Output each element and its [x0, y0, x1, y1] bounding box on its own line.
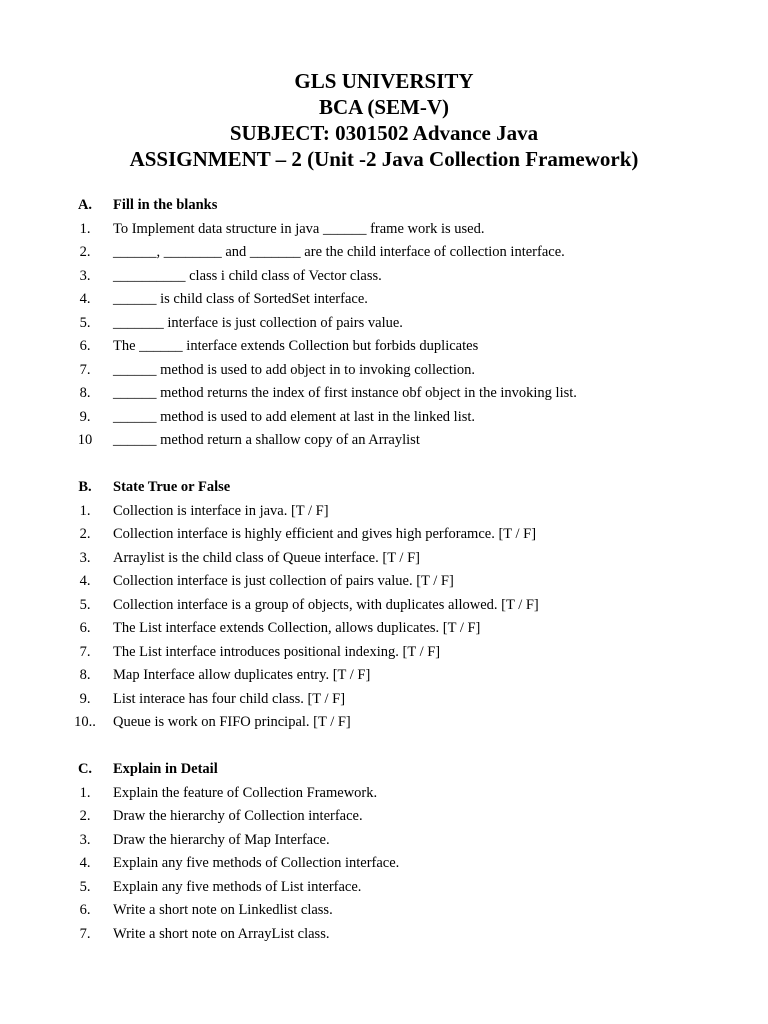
question-text: ______ method is used to add object in to invoking collection. [113, 361, 476, 378]
question-number: 3. [79, 549, 91, 566]
question-number: 7. [79, 643, 91, 660]
question-item [0, 406, 768, 430]
section-explain-in-detail [0, 758, 768, 946]
question-number: 1. [79, 220, 91, 237]
question-number: 4. [79, 855, 91, 871]
section-fill-in-blanks [0, 194, 768, 453]
question-item [0, 523, 768, 547]
question-item [0, 382, 768, 406]
section-letter: B. [78, 479, 92, 495]
question-item [0, 664, 768, 688]
question-item [0, 688, 768, 712]
question-text: ______ method return a shallow copy of an Arraylist [113, 432, 420, 448]
section-true-false [0, 476, 768, 735]
question-text: ______ method returns the index of first instance obf object in the invoking list. [113, 385, 577, 401]
question-number: 3. [79, 267, 91, 284]
university-title: GLS UNIVERSITY [294, 69, 474, 93]
question-number: 9. [79, 408, 91, 425]
question-item [0, 711, 768, 735]
question-text: The List interface introduces positional indexing. [T / F] [113, 643, 441, 660]
question-item [0, 312, 768, 336]
section-title: Explain in Detail [113, 761, 218, 777]
question-text: ______ method is used to add element at last in the linked list. [113, 408, 476, 425]
question-text: The ______ interface extends Collection but forbids duplicates [113, 338, 479, 354]
section-title: Fill in the blanks [113, 197, 218, 213]
question-number: 1. [79, 502, 91, 519]
section-title: State True or False [113, 479, 231, 495]
question-item [0, 782, 768, 806]
question-number: 8. [79, 667, 91, 683]
question-item [0, 218, 768, 242]
question-text: _______ interface is just collection of pairs value. [113, 314, 403, 331]
section-letter: A. [77, 197, 93, 213]
question-number: 5. [79, 314, 91, 331]
question-text: ______ is child class of SortedSet interface. [113, 291, 368, 307]
question-item [0, 852, 768, 876]
question-item [0, 241, 768, 265]
question-number: 5. [79, 596, 91, 613]
question-text: Write a short note on ArrayList class. [113, 925, 330, 942]
question-text: To Implement data structure in java ______ frame work is used. [113, 220, 485, 237]
question-text: Queue is work on FIFO principal. [T / F] [113, 714, 351, 730]
question-text: ______, ________ and _______ are the child interface of collection interface. [113, 244, 565, 260]
question-number: 7. [79, 361, 91, 378]
question-item [0, 547, 768, 571]
question-number: 6. [79, 338, 91, 354]
question-number: 4. [79, 573, 91, 589]
question-number: 1. [79, 784, 91, 801]
question-number: 8. [79, 385, 91, 401]
course-title: BCA (SEM-V) [318, 95, 450, 119]
question-text: Write a short note on Linkedlist class. [113, 902, 333, 918]
question-text: Arraylist is the child class of Queue interface. [T / F] [113, 549, 420, 566]
question-item [0, 617, 768, 641]
question-text: Collection interface is highly efficient and gives high perforamce. [T / F] [113, 526, 537, 542]
question-item [0, 899, 768, 923]
question-number: 6. [79, 620, 91, 636]
question-number: 2. [79, 244, 91, 260]
question-number: 10 [77, 432, 93, 448]
question-text: Draw the hierarchy of Collection interface. [113, 808, 363, 824]
question-text: Draw the hierarchy of Map Interface. [113, 831, 330, 848]
section-heading [0, 194, 768, 218]
question-item [0, 829, 768, 853]
section-heading [0, 476, 768, 500]
question-number: 4. [79, 291, 91, 307]
question-item [0, 429, 768, 453]
question-item [0, 641, 768, 665]
question-text: Map Interface allow duplicates entry. [T / F] [113, 667, 371, 683]
question-item [0, 500, 768, 524]
question-number: 7. [79, 925, 91, 942]
question-number: 5. [79, 878, 91, 895]
question-text: Collection is interface in java. [T / F] [113, 502, 329, 519]
question-text: Explain the feature of Collection Framework. [113, 784, 378, 801]
question-item [0, 876, 768, 900]
section-letter: C. [77, 761, 93, 777]
question-text: The List interface extends Collection, allows duplicates. [T / F] [113, 620, 481, 636]
question-text: Collection interface is just collection of pairs value. [T / F] [113, 573, 454, 589]
question-item [0, 594, 768, 618]
question-number: 3. [79, 831, 91, 848]
question-item [0, 335, 768, 359]
question-item [0, 359, 768, 383]
question-item [0, 570, 768, 594]
question-number: 10.. [74, 714, 96, 730]
question-text: Explain any five methods of List interface. [113, 878, 362, 895]
question-number: 6. [79, 902, 91, 918]
question-item [0, 288, 768, 312]
question-item [0, 923, 768, 947]
question-item [0, 265, 768, 289]
section-heading [0, 758, 768, 782]
document-header [0, 68, 768, 172]
subject-title: SUBJECT: 0301502 Advance Java [229, 121, 539, 145]
question-item [0, 805, 768, 829]
question-text: __________ class i child class of Vector class. [113, 267, 382, 284]
question-text: Collection interface is a group of objects, with duplicates allowed. [T / F] [113, 596, 539, 613]
question-text: Explain any five methods of Collection interface. [113, 855, 400, 871]
question-number: 2. [79, 526, 91, 542]
assignment-title: ASSIGNMENT – 2 (Unit -2 Java Collection Framework) [129, 147, 639, 171]
question-number: 9. [79, 690, 91, 707]
question-number: 2. [79, 808, 91, 824]
question-text: List interace has four child class. [T / F] [113, 690, 346, 707]
